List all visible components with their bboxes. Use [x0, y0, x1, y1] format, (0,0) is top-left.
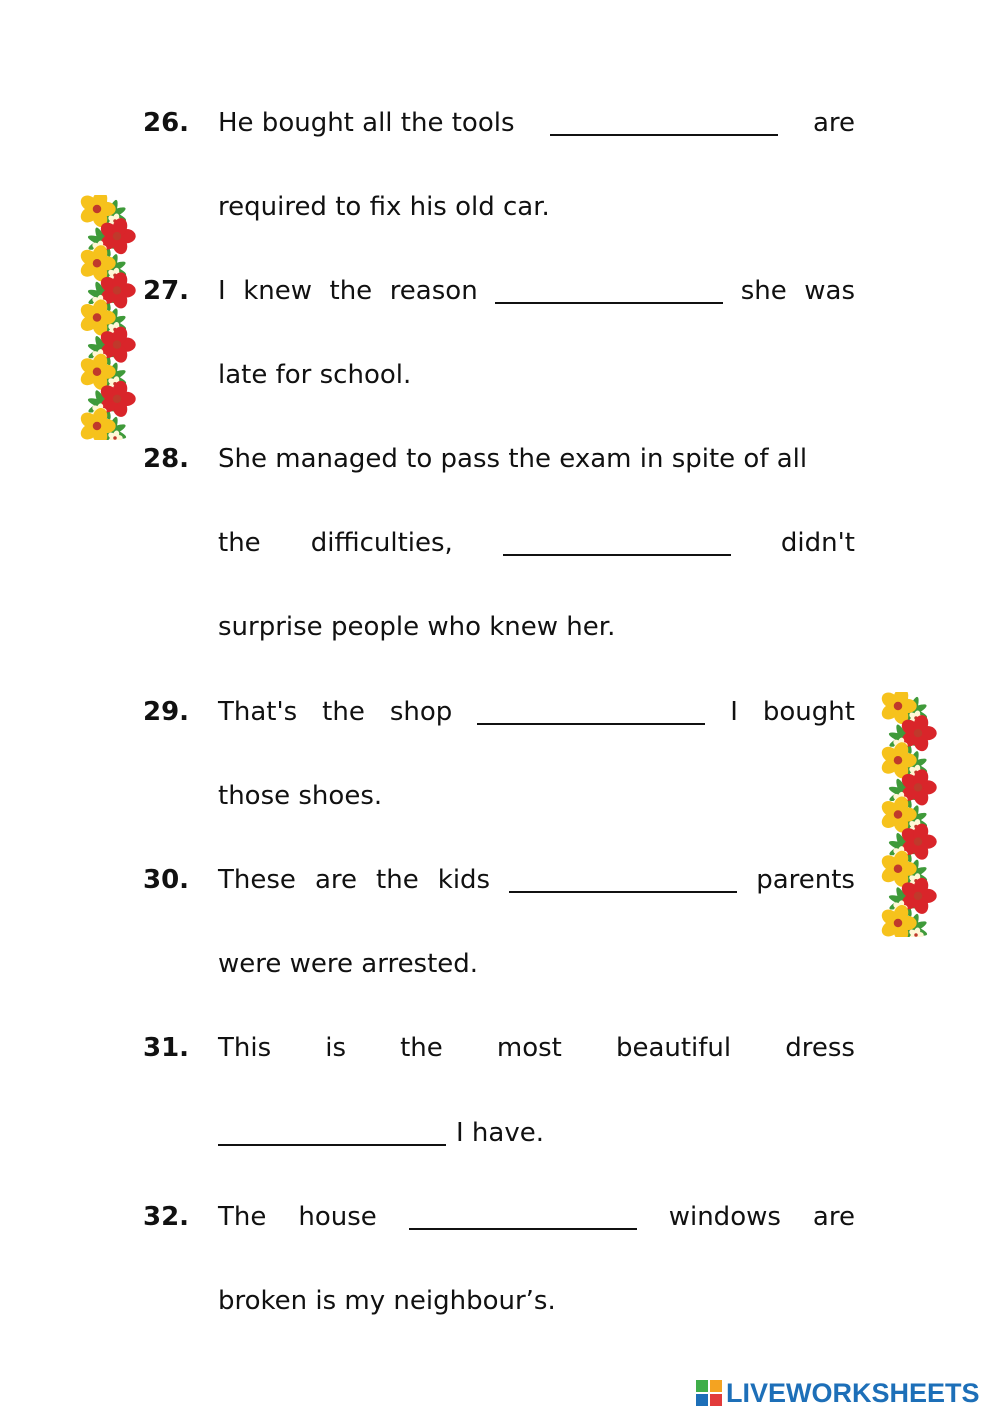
question-text: required to fix his old car.: [218, 192, 550, 222]
question-text: dress: [785, 1033, 855, 1063]
question-number: 27.: [143, 276, 190, 306]
question-text: He bought all the tools: [218, 108, 515, 138]
question-text: is: [325, 1033, 347, 1063]
question-text: are: [314, 865, 357, 895]
question-line: [218, 1274, 855, 1314]
question-line: [218, 1106, 855, 1146]
question-number: 26.: [143, 108, 190, 138]
question-text: I: [218, 276, 226, 306]
answer-blank[interactable]: [503, 554, 731, 556]
question-text: most: [496, 1033, 562, 1063]
question-line: [218, 264, 855, 304]
question-line: [218, 600, 855, 640]
answer-blank[interactable]: [218, 1144, 446, 1146]
question-text: are: [812, 1202, 855, 1232]
question-text: broken is my neighbour’s.: [218, 1286, 556, 1316]
answer-blank[interactable]: [550, 134, 778, 136]
question-text: difficulties,: [310, 528, 453, 558]
question-text: the: [400, 1033, 443, 1063]
question-line: [218, 685, 855, 725]
question-text: didn't: [780, 528, 855, 558]
question-line: [218, 853, 855, 893]
question-text: These: [218, 865, 296, 895]
question-text: the: [218, 528, 261, 558]
question-text: That's: [218, 697, 298, 727]
question-text: are: [812, 108, 855, 138]
liveworksheets-logo: [696, 1377, 980, 1409]
question-text: were were arrested.: [218, 949, 479, 979]
question-text: I have.: [456, 1118, 544, 1148]
question-line: [218, 937, 855, 977]
question-line: [218, 769, 855, 809]
question-text: kids: [437, 865, 491, 895]
question-text: bought: [762, 697, 855, 727]
answer-blank[interactable]: [495, 302, 723, 304]
answer-blank[interactable]: [477, 723, 705, 725]
question-text: the: [329, 276, 373, 306]
question-number: 31.: [143, 1033, 190, 1063]
question-line: [218, 516, 855, 556]
flower-garland-left-icon: [68, 195, 146, 440]
question-number: 28.: [143, 444, 190, 474]
question-text: She managed to pass the exam in spite of all: [218, 444, 808, 474]
question-text: the: [322, 697, 365, 727]
question-text: those shoes.: [218, 781, 383, 811]
question-text: was: [804, 276, 855, 306]
question-line: [218, 180, 855, 220]
question-line: [218, 1190, 855, 1230]
question-text: the: [376, 865, 419, 895]
question-text: reason: [389, 276, 478, 306]
question-text: This: [218, 1033, 272, 1063]
question-line: [218, 1021, 855, 1061]
question-text: late for school.: [218, 360, 412, 390]
question-number: 32.: [143, 1202, 190, 1232]
question-text: knew: [243, 276, 312, 306]
question-text: surprise people who knew her.: [218, 612, 616, 642]
liveworksheets-badge-icon: [696, 1380, 722, 1406]
answer-blank[interactable]: [409, 1228, 637, 1230]
question-line: [218, 432, 855, 472]
logo-text: LIVEWORKSHEETS: [726, 1377, 980, 1408]
question-number: 30.: [143, 865, 190, 895]
question-text: house: [298, 1202, 377, 1232]
flower-garland-right-icon: [872, 692, 944, 937]
question-text: windows: [668, 1202, 781, 1232]
question-line: [218, 348, 855, 388]
question-text: I: [730, 697, 738, 727]
question-text: beautiful: [615, 1033, 732, 1063]
question-text: parents: [756, 865, 855, 895]
question-text: shop: [389, 697, 453, 727]
question-number: 29.: [143, 697, 190, 727]
question-text: The: [218, 1202, 267, 1232]
question-line: [218, 96, 855, 136]
answer-blank[interactable]: [509, 891, 737, 893]
question-text: she: [740, 276, 787, 306]
